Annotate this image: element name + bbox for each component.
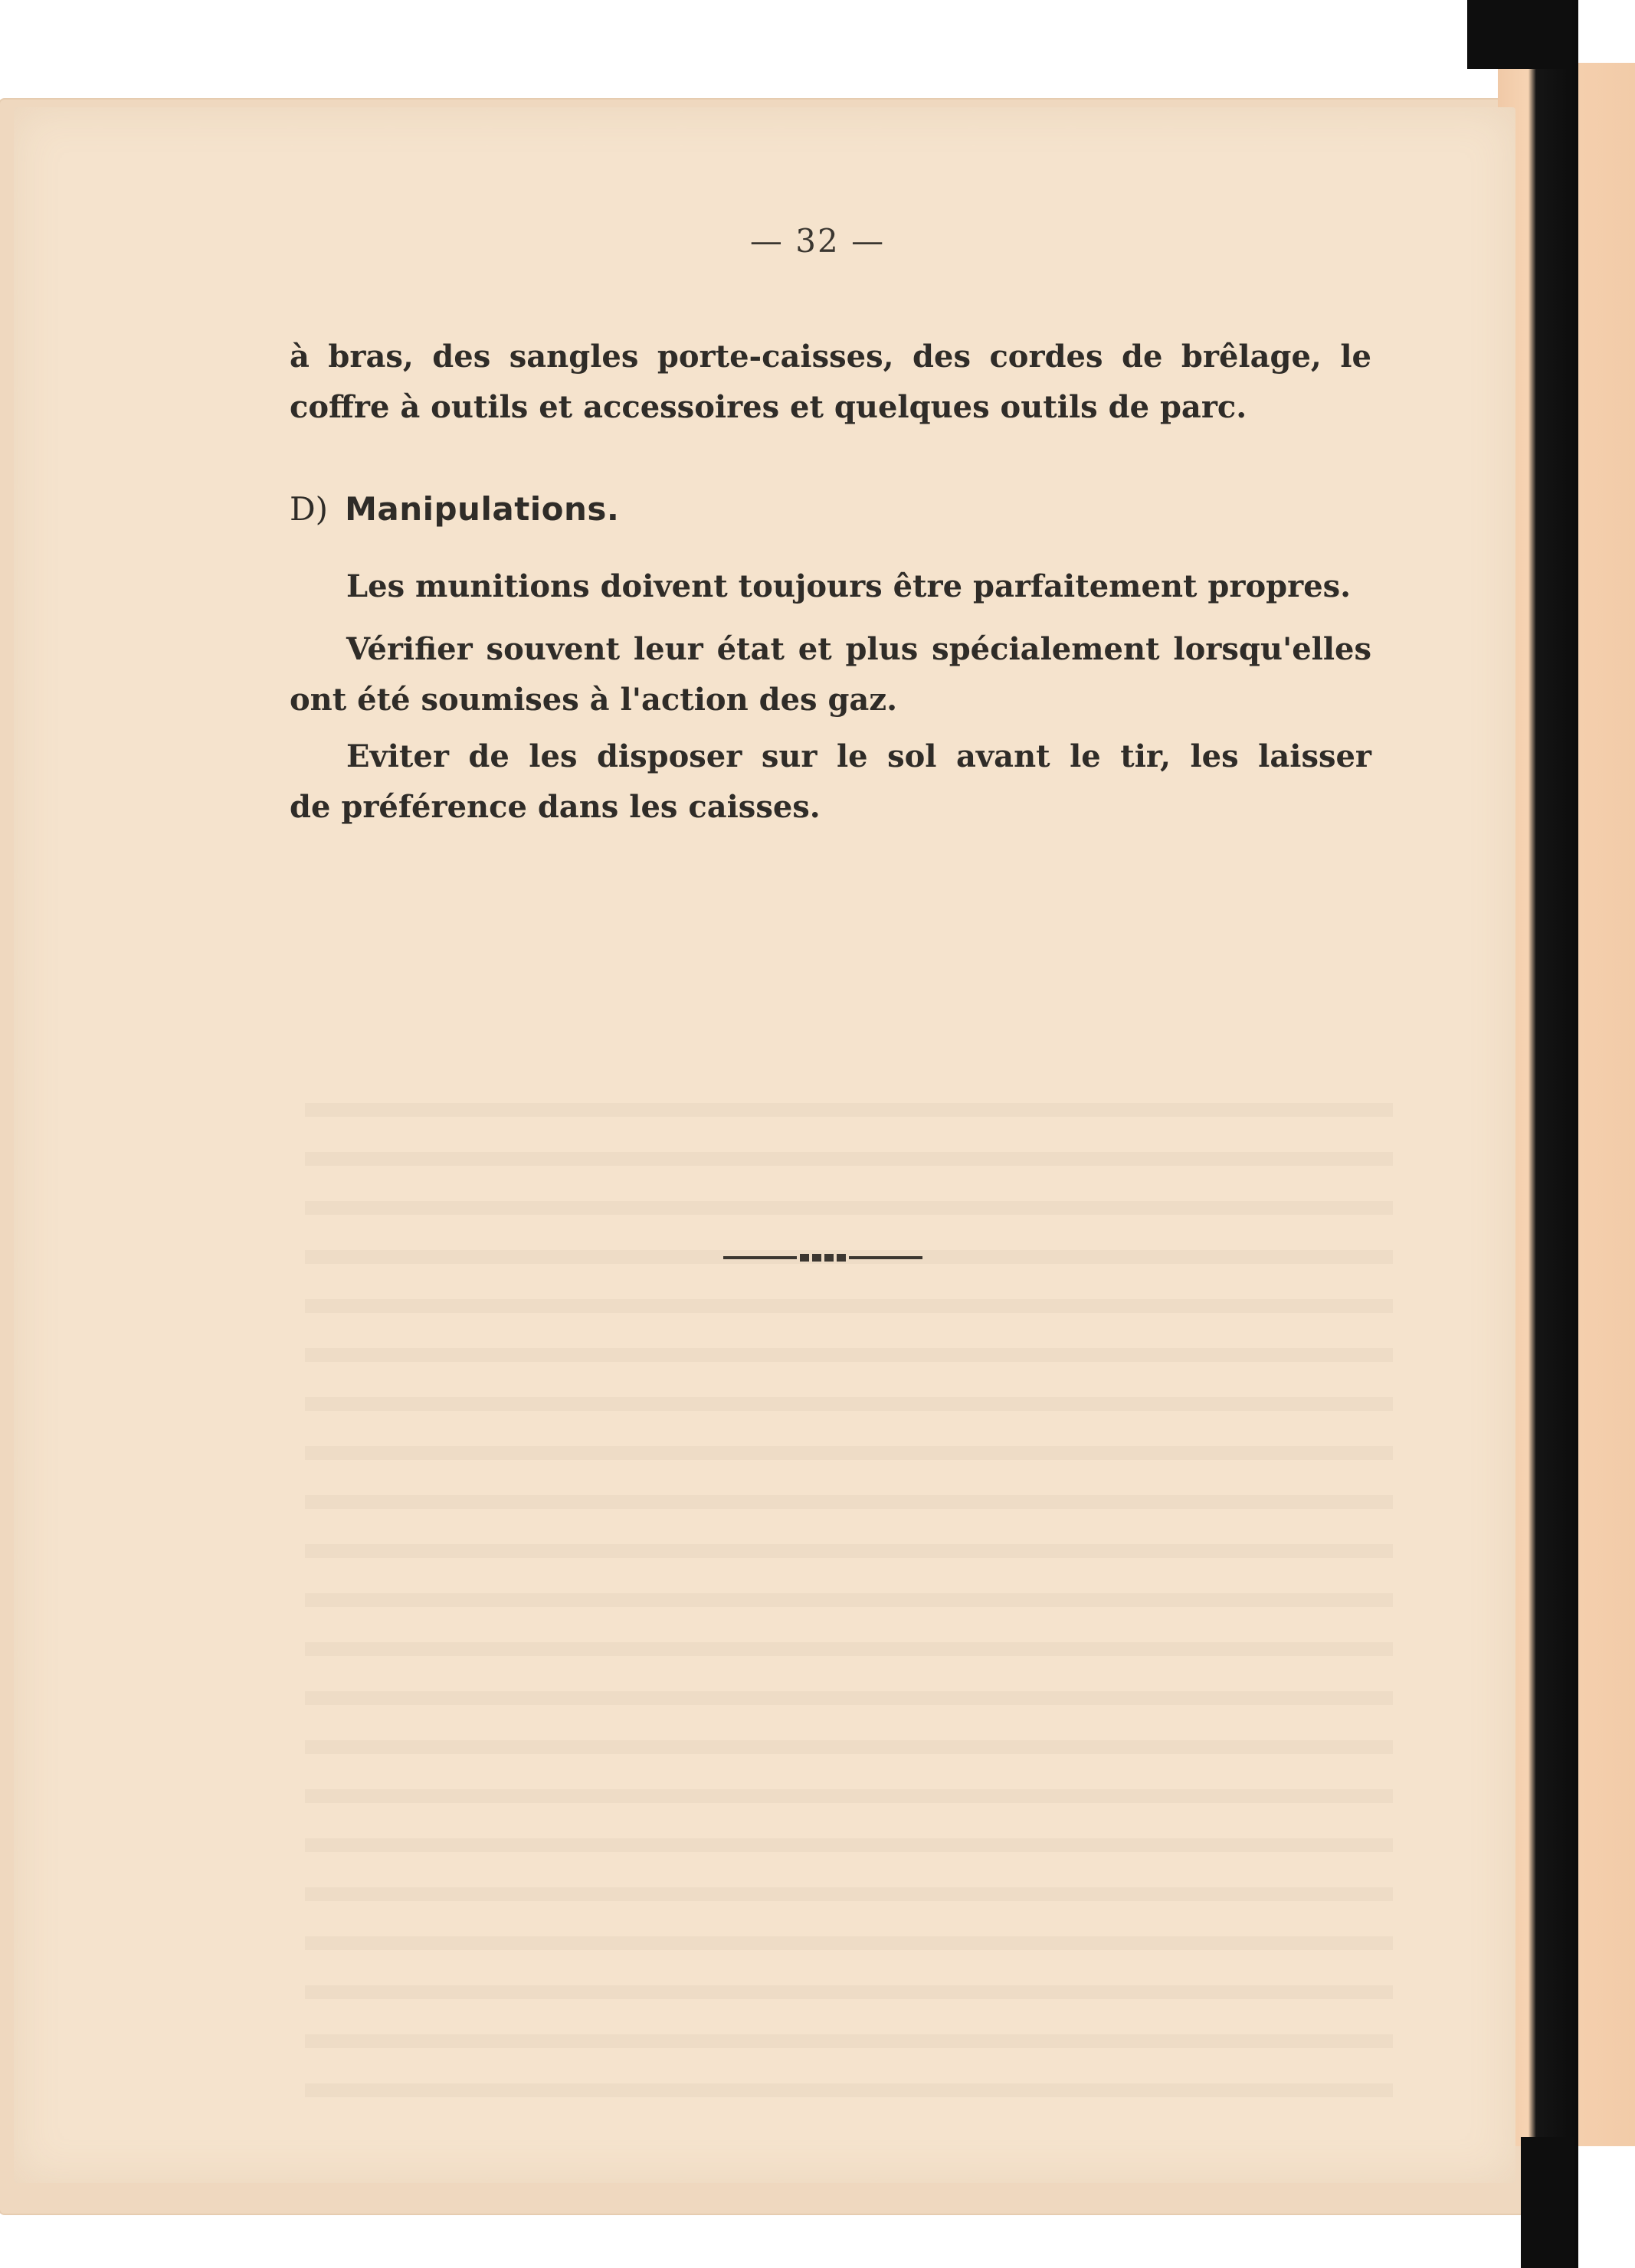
binding-clip-top <box>1467 0 1567 69</box>
ornament-rule-right <box>849 1256 922 1259</box>
text-line: coffre à outils et accessoires et quelques outils de parc. <box>290 389 1247 425</box>
paragraph-storage <box>290 731 1371 833</box>
section-title: Manipulations. <box>345 490 620 528</box>
ornament-dot <box>837 1254 846 1262</box>
text-line: Les munitions doivent toujours être parfaitement propres. <box>346 568 1352 604</box>
ornament-dots <box>800 1254 846 1262</box>
paragraph-cleanliness <box>290 561 1371 612</box>
show-through-text <box>305 1103 1393 2099</box>
section-heading <box>290 490 619 528</box>
paragraph-continuation <box>290 332 1371 433</box>
text-line: Vérifier souvent leur état et plus spécialement lorsqu'elles <box>346 631 1371 667</box>
text-line: Eviter de les disposer sur le sol avant le tir, les laisser <box>346 738 1371 774</box>
end-ornament <box>719 1254 927 1262</box>
ornament-rule-left <box>723 1256 797 1259</box>
text-line: ont été soumises à l'action des gaz. <box>290 682 897 718</box>
binding-clip-bottom <box>1521 2137 1574 2268</box>
section-letter: D) <box>290 490 329 528</box>
text-line: à bras, des sangles porte-caisses, des cordes de brêlage, le <box>290 339 1371 375</box>
ornament-dot <box>812 1254 821 1262</box>
text-line: de préférence dans les caisses. <box>290 789 821 825</box>
paragraph-verification <box>290 624 1371 725</box>
ornament-dot <box>824 1254 834 1262</box>
ornament-dot <box>800 1254 809 1262</box>
page-number: — 32 — <box>749 222 886 260</box>
